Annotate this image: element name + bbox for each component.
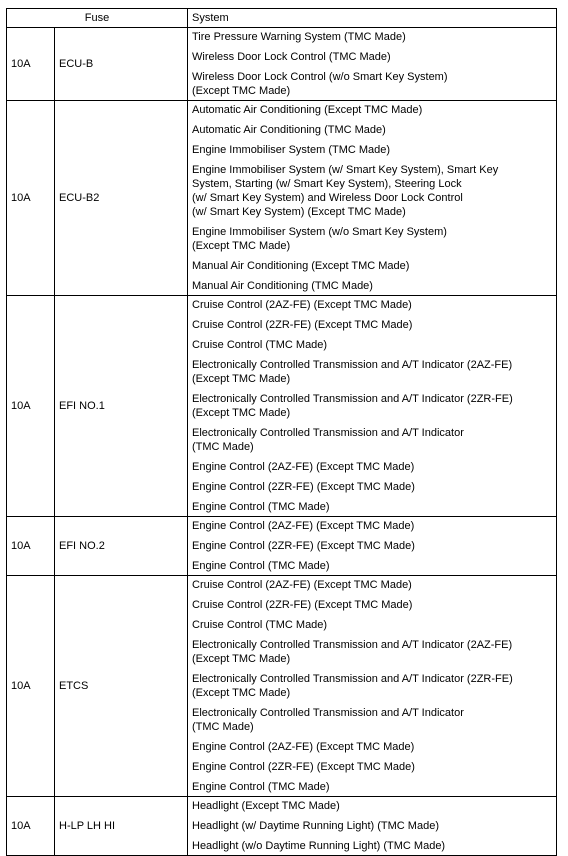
system-entry: Cruise Control (2AZ-FE) (Except TMC Made) [192,299,412,311]
system-entry: Engine Control (2ZR-FE) (Except TMC Made) [192,481,415,493]
system-entry: Engine Immobiliser System (w/ Smart Key System), Smart Key System, Starting (w/ Smart Key System), Steering Lock (w/ Smart Key System) and Wireless Door Lock Control (w/ Smart Key System) (Except TMC Made) [192,164,499,218]
fuse-amperage: 10A [7,28,55,101]
system-entry: Engine Control (2ZR-FE) (Except TMC Made) [192,761,415,773]
system-entry: Electronically Controlled Transmission and A/T Indicator (TMC Made) [192,707,464,733]
table-row [7,797,557,856]
fuse-amperage: 10A [7,101,55,296]
system-entry: Headlight (w/o Daytime Running Light) (TMC Made) [192,840,446,852]
system-entry: Electronically Controlled Transmission and A/T Indicator (2ZR-FE) (Except TMC Made) [192,393,513,419]
system-entry: Manual Air Conditioning (TMC Made) [192,280,373,292]
table-body [7,28,557,856]
fuse-name: ETCS [55,576,188,797]
fuse-name: EFI NO.2 [55,517,188,576]
fuse-name: H-LP LH HI [55,797,188,856]
fuse-amperage: 10A [7,517,55,576]
system-entry: Electronically Controlled Transmission and A/T Indicator (2AZ-FE) (Except TMC Made) [192,639,513,665]
system-entry: Electronically Controlled Transmission and A/T Indicator (2ZR-FE) (Except TMC Made) [192,673,513,699]
system-entry: Cruise Control (2ZR-FE) (Except TMC Made) [192,599,413,611]
table-row [7,101,557,296]
system-entry: Electronically Controlled Transmission and A/T Indicator (2AZ-FE) (Except TMC Made) [192,359,513,385]
system-entry: Cruise Control (TMC Made) [192,619,328,631]
system-entry: Engine Immobiliser System (w/o Smart Key System) (Except TMC Made) [192,226,447,252]
system-entry: Engine Immobiliser System (TMC Made) [192,144,391,156]
system-list [188,517,557,576]
system-entry: Engine Control (TMC Made) [192,501,330,513]
system-entry: Engine Control (2AZ-FE) (Except TMC Made) [192,741,415,753]
system-entry: Cruise Control (TMC Made) [192,339,328,351]
fuse-table [6,8,557,856]
fuse-name: EFI NO.1 [55,296,188,517]
fuse-table-container [6,8,556,856]
fuse-name: ECU-B2 [55,101,188,296]
fuse-amperage: 10A [7,797,55,856]
system-entry: Engine Control (TMC Made) [192,781,330,793]
system-entry: Automatic Air Conditioning (Except TMC Made) [192,104,423,116]
system-entry: Cruise Control (2AZ-FE) (Except TMC Made) [192,579,412,591]
header-system: System [188,9,557,28]
system-entry: Engine Control (2AZ-FE) (Except TMC Made) [192,461,415,473]
system-list [188,101,557,296]
system-entry: Engine Control (2ZR-FE) (Except TMC Made) [192,540,415,552]
fuse-amperage: 10A [7,576,55,797]
system-entry: Tire Pressure Warning System (TMC Made) [192,31,406,43]
table-row [7,296,557,517]
fuse-amperage: 10A [7,296,55,517]
system-entry: Engine Control (2AZ-FE) (Except TMC Made) [192,520,415,532]
system-entry: Wireless Door Lock Control (TMC Made) [192,51,391,63]
table-row [7,517,557,576]
system-list [188,296,557,517]
system-entry: Headlight (Except TMC Made) [192,800,340,812]
table-row [7,576,557,797]
system-entry: Headlight (w/ Daytime Running Light) (TMC Made) [192,820,439,832]
table-row [7,28,557,101]
fuse-name: ECU-B [55,28,188,101]
system-list [188,28,557,101]
system-entry: Automatic Air Conditioning (TMC Made) [192,124,386,136]
header-fuse: Fuse [7,9,188,28]
system-entry: Electronically Controlled Transmission and A/T Indicator (TMC Made) [192,427,464,453]
system-list [188,797,557,856]
system-entry: Manual Air Conditioning (Except TMC Made) [192,260,410,272]
system-entry: Cruise Control (2ZR-FE) (Except TMC Made) [192,319,413,331]
system-entry: Engine Control (TMC Made) [192,560,330,572]
table-header-row [7,9,557,28]
system-list [188,576,557,797]
system-entry: Wireless Door Lock Control (w/o Smart Key System) (Except TMC Made) [192,71,448,97]
